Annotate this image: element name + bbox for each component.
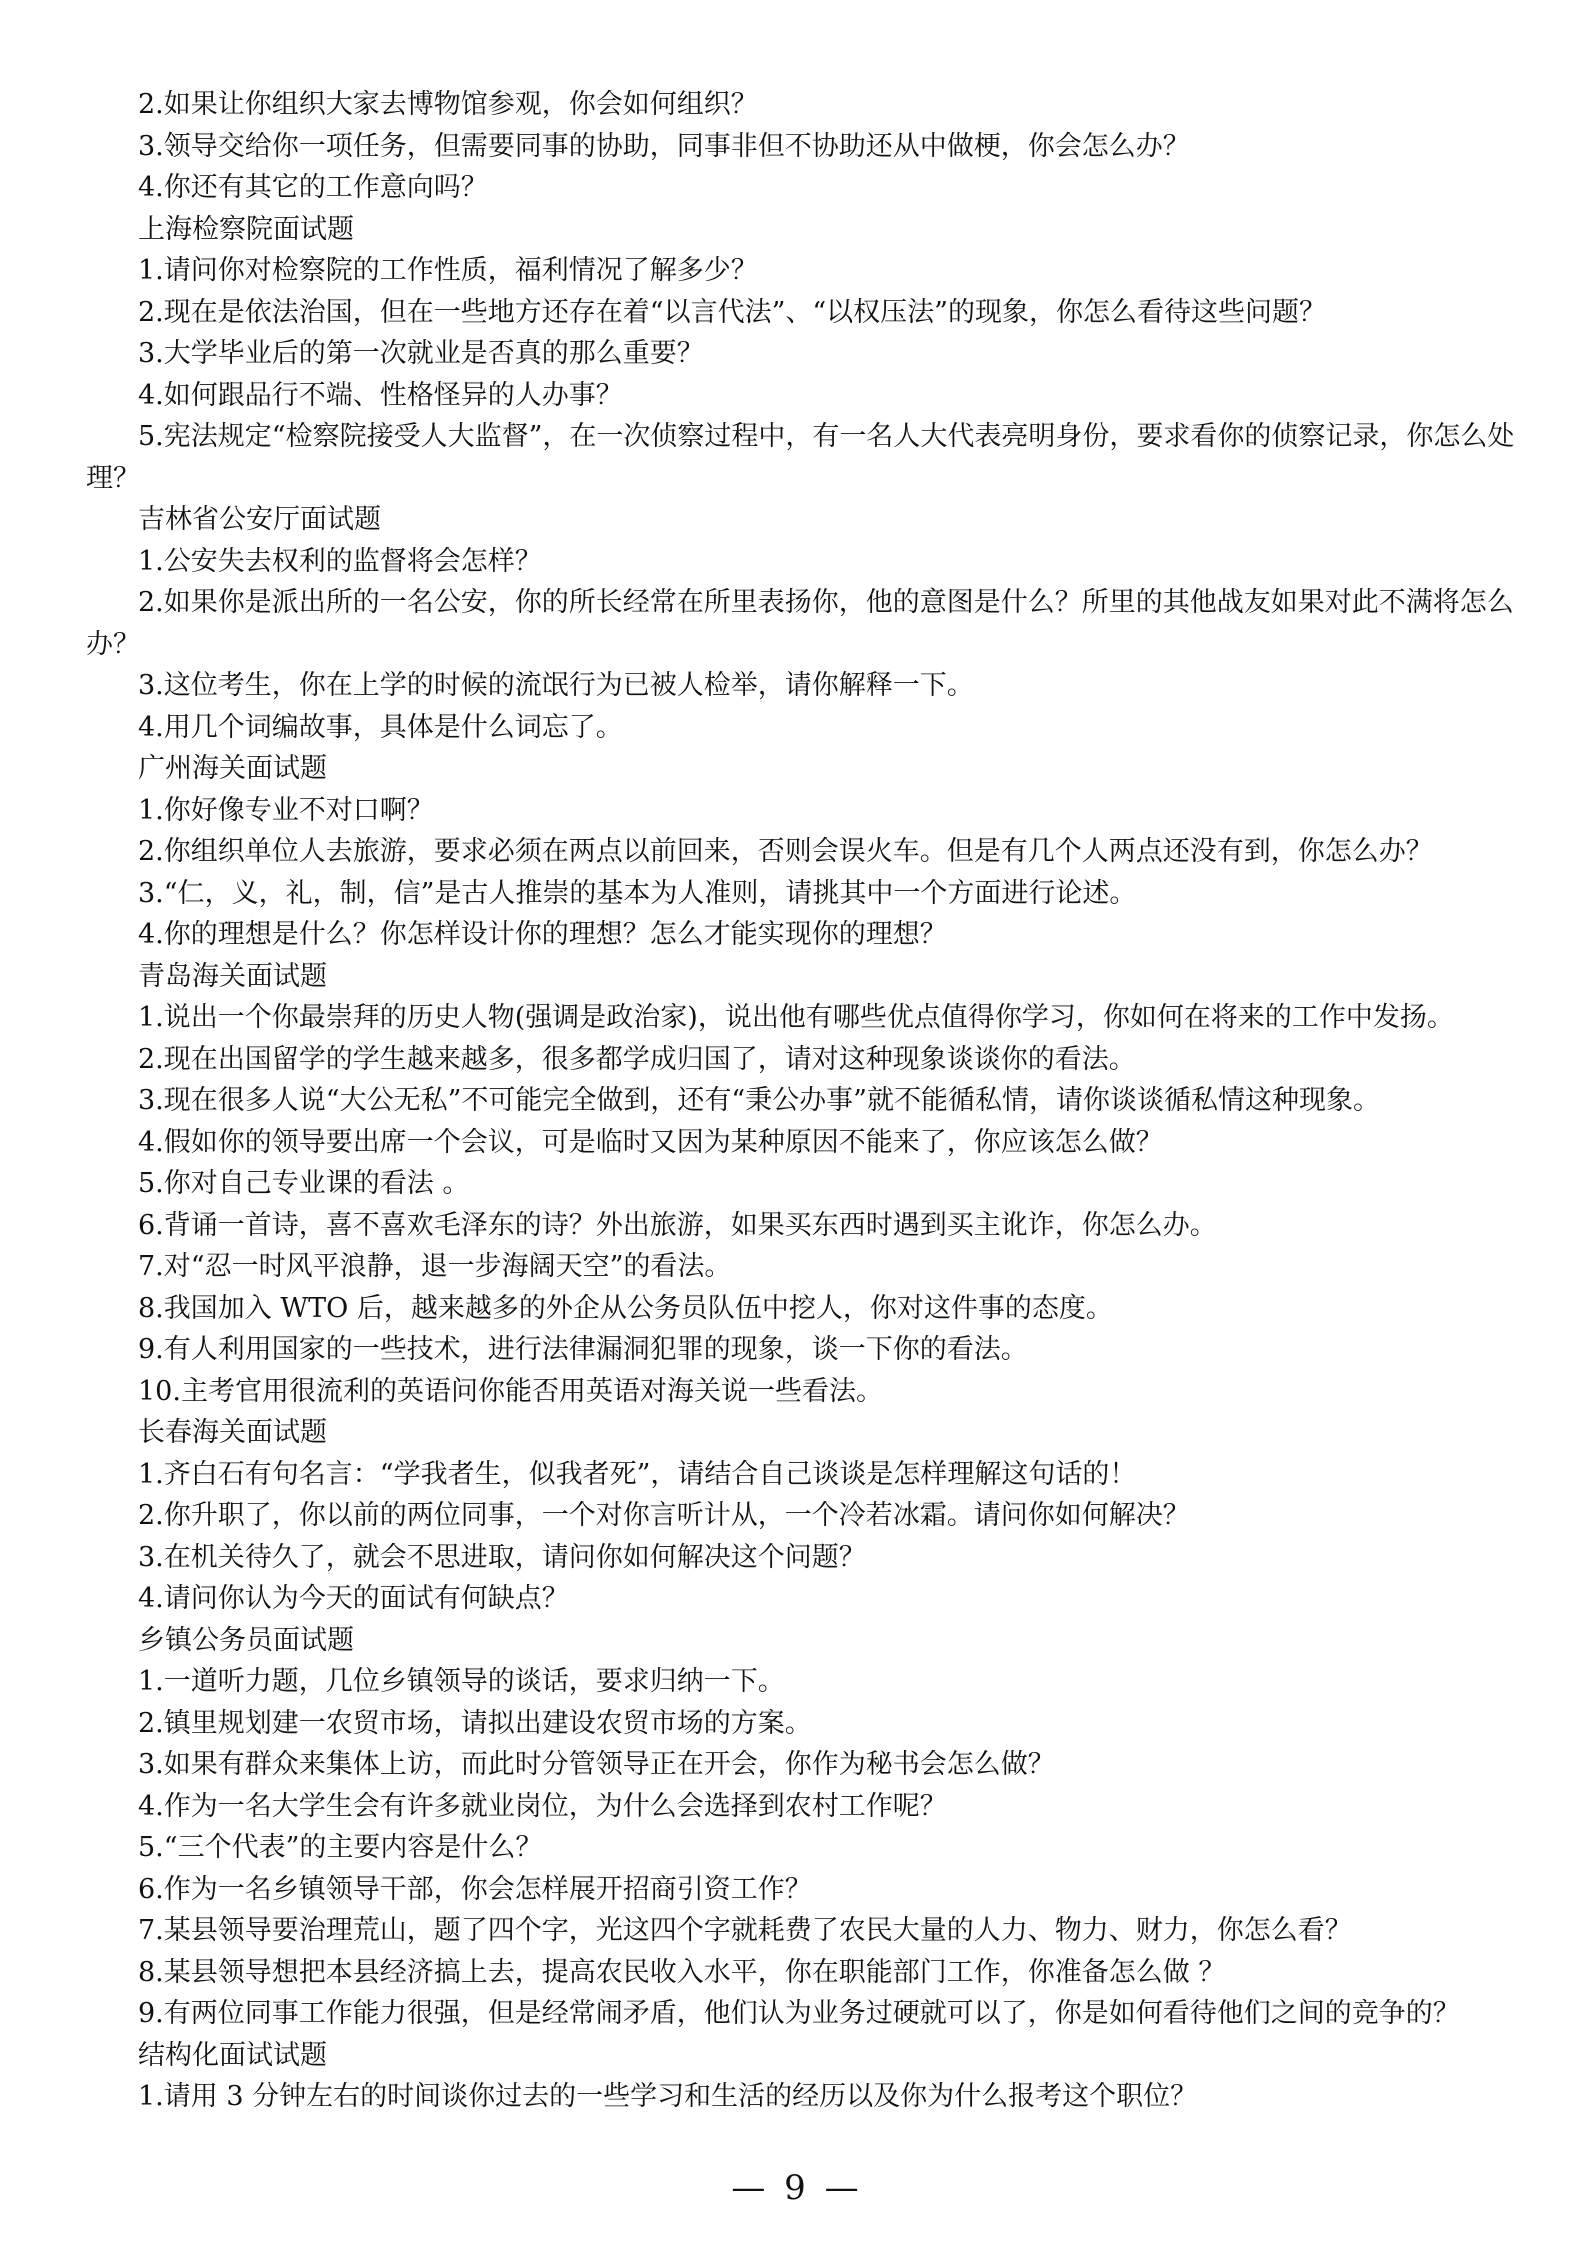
text-line: 8.我国加入 WTO 后，越来越多的外企从公务员队伍中挖人，你对这件事的态度。 — [138, 1292, 1113, 1324]
text-line: 5.宪法规定“检察院接受人大监督”，在一次侦察过程中，有一名人大代表亮明身份，要求看你的侦察记录，你怎么处理？ — [86, 421, 1515, 494]
text-line: 10.主考官用很流利的英语问你能否用英语对海关说一些看法。 — [138, 1375, 883, 1407]
text-line: 1.请问你对检察院的工作性质，福利情况了解多少？ — [138, 255, 758, 286]
text-line: 4.你还有其它的工作意向吗？ — [138, 172, 488, 203]
text-line: 4.作为一名大学生会有许多就业岗位，为什么会选择到农村工作呢？ — [138, 1790, 947, 1822]
text-line: 7.对“忍一时风平浪静，退一步海阔天空”的看法。 — [138, 1251, 732, 1282]
text-line: 3.如果有群众来集体上访，而此时分管领导正在开会，你作为秘书会怎么做？ — [138, 1749, 1055, 1780]
text-line: 6.背诵一首诗，喜不喜欢毛泽东的诗？外出旅游，如果买东西时遇到买主讹诈，你怎么办。 — [138, 1209, 1217, 1241]
text-line: 3.在机关待久了，就会不思进取，请问你如何解决这个问题？ — [138, 1541, 866, 1573]
text-line: 4.如何跟品行不端、性格怪异的人办事？ — [138, 379, 623, 411]
text-line: 结构化面试试题 — [138, 2039, 327, 2071]
text-line: 3.大学毕业后的第一次就业是否真的那么重要？ — [138, 338, 704, 369]
text-line: 4.请问你认为今天的面试有何缺点？ — [138, 1583, 569, 1614]
text-line: 3.现在很多人说“大公无私”不可能完全做到，还有“秉公办事”就不能循私情，请你谈谈循私情这种现象。 — [138, 1085, 1380, 1116]
text-line: 2.如果你是派出所的一名公安，你的所长经常在所里表扬你，他的意图是什么？所里的其他战友如果对此不满将怎么办？ — [86, 587, 1514, 660]
text-line: 6.作为一名乡镇领导干部，你会怎样展开招商引资工作？ — [138, 1873, 812, 1905]
text-line: 1.说出一个你最崇拜的历史人物(强调是政治家)，说出他有哪些优点值得你学习，你如何在将来的工作中发扬。 — [138, 1002, 1454, 1033]
text-line: 乡镇公务员面试题 — [138, 1624, 354, 1656]
text-line: 青岛海关面试题 — [138, 960, 327, 992]
page-number: — 9 — — [731, 2168, 863, 2208]
text-line: 4.用几个词编故事，具体是什么词忘了。 — [138, 711, 623, 743]
text-line: 2.你升职了，你以前的两位同事，一个对你言听计从，一个冷若冰霜。请问你如何解决？ — [138, 1500, 1190, 1531]
text-line: 9.有两位同事工作能力很强，但是经常闹矛盾，他们认为业务过硬就可以了，你是如何看待他们之间的竞争的？ — [138, 1998, 1460, 2029]
text-line: 2.镇里规划建一农贸市场，请拟出建设农贸市场的方案。 — [138, 1707, 812, 1739]
text-line: 5.“三个代表”的主要内容是什么？ — [138, 1832, 543, 1863]
text-line: 7.某县领导要治理荒山，题了四个字，光这四个字就耗费了农民大量的人力、物力、财力，你怎么看？ — [138, 1915, 1352, 1946]
text-line: 吉林省公安厅面试题 — [138, 504, 381, 535]
text-line: 1.公安失去权利的监督将会怎样？ — [138, 545, 542, 577]
text-line: 1.你好像专业不对口啊？ — [138, 794, 434, 826]
text-line: 广州海关面试题 — [138, 753, 327, 784]
text-line: 8.某县领导想把本县经济搞上去，提高农民收入水平，你在职能部门工作，你准备怎么做 ？ — [138, 1956, 1226, 1988]
text-line: 上海检察院面试题 — [138, 213, 354, 245]
text-line: 1.一道听力题，几位乡镇领导的谈话，要求归纳一下。 — [138, 1666, 785, 1697]
document-body — [86, 84, 1526, 2118]
text-line: 长春海关面试题 — [138, 1417, 327, 1448]
text-line: 2.你组织单位人去旅游，要求必须在两点以前回来，否则会误火车。但是有几个人两点还没有到，你怎么办？ — [138, 836, 1433, 867]
text-line: 3.领导交给你一项任务，但需要同事的协助，同事非但不协助还从中做梗，你会怎么办？ — [138, 130, 1190, 162]
text-line: 3.这位考生，你在上学的时候的流氓行为已被人检举，请你解释一下。 — [138, 670, 974, 701]
text-line: 1.齐白石有句名言：“学我者生，似我者死”，请结合自己谈谈是怎样理解这句话的！ — [138, 1458, 1137, 1490]
text-line: 2.现在出国留学的学生越来越多，很多都学成归国了，请对这种现象谈谈你的看法。 — [138, 1043, 1136, 1075]
text-line: 2.如果让你组织大家去博物馆参观，你会如何组织？ — [138, 89, 758, 120]
text-line: 4.你的理想是什么？你怎样设计你的理想？怎么才能实现你的理想？ — [138, 919, 947, 950]
text-line: 2.现在是依法治国，但在一些地方还存在着“以言代法”、“以权压法”的现象，你怎么看待这些问题？ — [138, 296, 1326, 328]
text-line: 3.“仁，义，礼，制，信”是古人推崇的基本为人准则，请挑其中一个方面进行论述。 — [138, 877, 1137, 909]
text-line: 1.请用 3 分钟左右的时间谈你过去的一些学习和生活的经历以及你为什么报考这个职位？ — [138, 2081, 1198, 2112]
text-line: 4.假如你的领导要出席一个会议，可是临时又因为某种原因不能来了，你应该怎么做？ — [138, 1126, 1163, 1158]
text-line: 5.你对自己专业课的看法 。 — [138, 1168, 470, 1199]
text-line: 9.有人利用国家的一些技术，进行法律漏洞犯罪的现象，谈一下你的看法。 — [138, 1334, 1028, 1365]
